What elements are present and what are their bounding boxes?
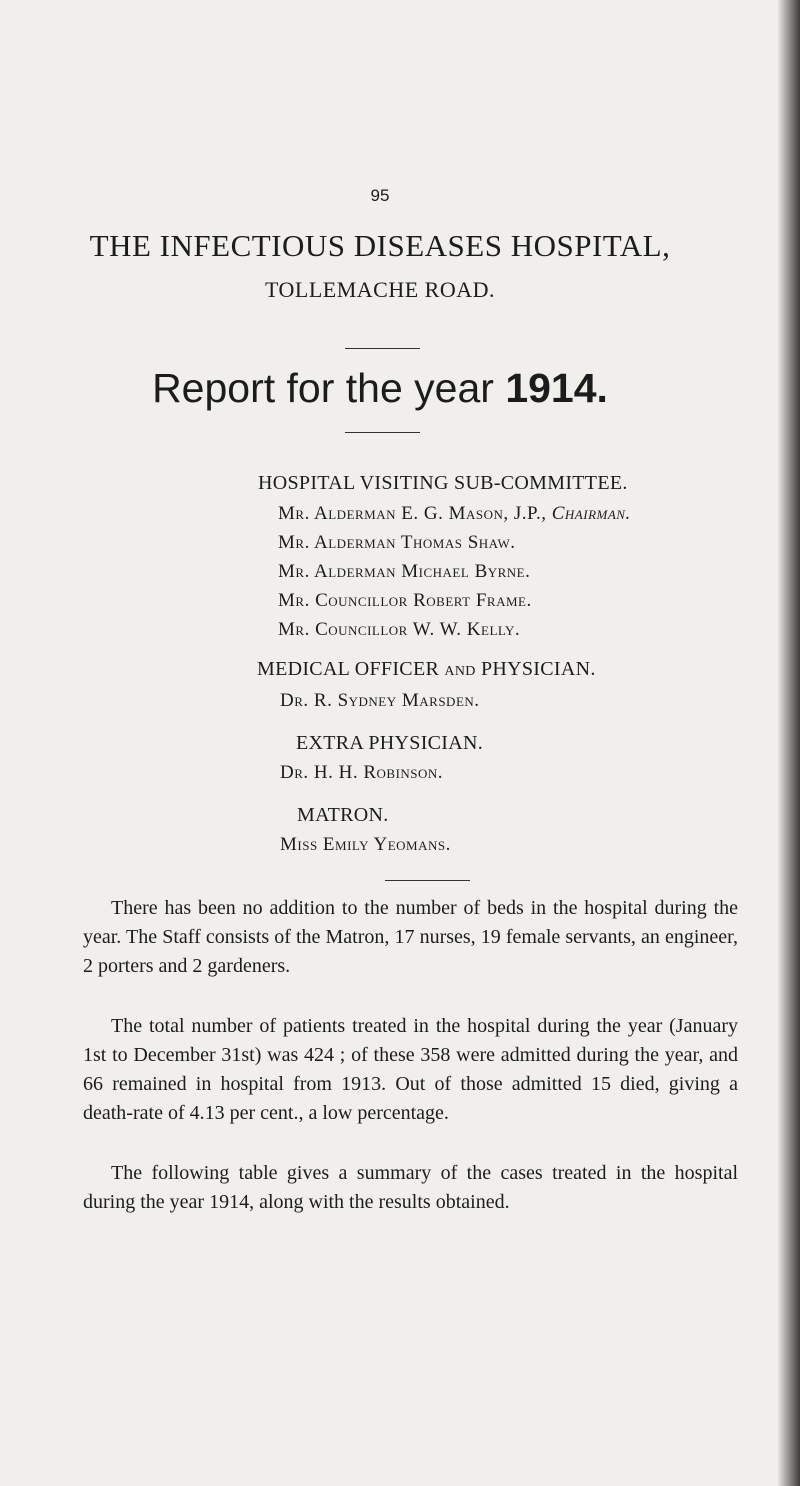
committee-heading: HOSPITAL VISITING SUB-COMMITTEE. <box>258 472 628 494</box>
divider-rule <box>345 432 420 433</box>
heading-text: MEDICAL OFFICER <box>257 658 440 680</box>
committee-member: Mr. Alderman Thomas Shaw. <box>278 532 516 553</box>
extra-physician-heading: EXTRA PHYSICIAN. <box>296 732 484 754</box>
medical-officer-heading <box>257 658 596 681</box>
member-role: Chairman. <box>551 503 631 524</box>
page-edge-shadow <box>778 0 800 1486</box>
committee-member <box>278 503 631 525</box>
body-paragraph: There has been no addition to the number of beds in the hospital during the year. The Staff consists of the Matron, 17 nurses, 19 female servants, an engineer, 2 porters and 2 gardeners. <box>83 897 738 977</box>
report-title-prefix: Report for the year <box>152 365 494 411</box>
committee-member: Mr. Councillor Robert Frame. <box>278 590 532 611</box>
document-subtitle: TOLLEMACHE ROAD. <box>264 277 496 302</box>
body-paragraph: The total number of patients treated in the hospital during the year (January 1st to December 31st) was 424 ; of these 358 were admitted during the year, and 66 remained in hospital from 1913. Out of those admitted 15 died, giving a death-rate of 4.13 per cent., a low percentage. <box>83 1015 738 1124</box>
report-year: 1914. <box>505 365 608 411</box>
heading-text: PHYSICIAN. <box>480 658 596 680</box>
member-name: Mr. Alderman E. G. Mason, J.P., <box>278 503 547 524</box>
matron-heading: MATRON. <box>297 804 389 826</box>
body-paragraph: The following table gives a summary of the cases treated in the hospital during the year 1914, along with the results obtained. <box>83 1162 738 1213</box>
divider-rule <box>385 880 470 881</box>
divider-rule <box>345 348 420 349</box>
report-heading <box>0 365 760 412</box>
medical-officer-name: Dr. R. Sydney Marsden. <box>280 690 480 711</box>
matron-name: Miss Emily Yeomans. <box>280 834 451 855</box>
extra-physician-name: Dr. H. H. Robinson. <box>280 762 444 783</box>
page-number: 95 <box>370 186 390 205</box>
document-title: THE INFECTIOUS DISEASES HOSPITAL, <box>89 228 671 263</box>
committee-member: Mr. Councillor W. W. Kelly. <box>278 619 521 640</box>
committee-member: Mr. Alderman Michael Byrne. <box>278 561 531 582</box>
heading-connector: and <box>444 658 476 680</box>
